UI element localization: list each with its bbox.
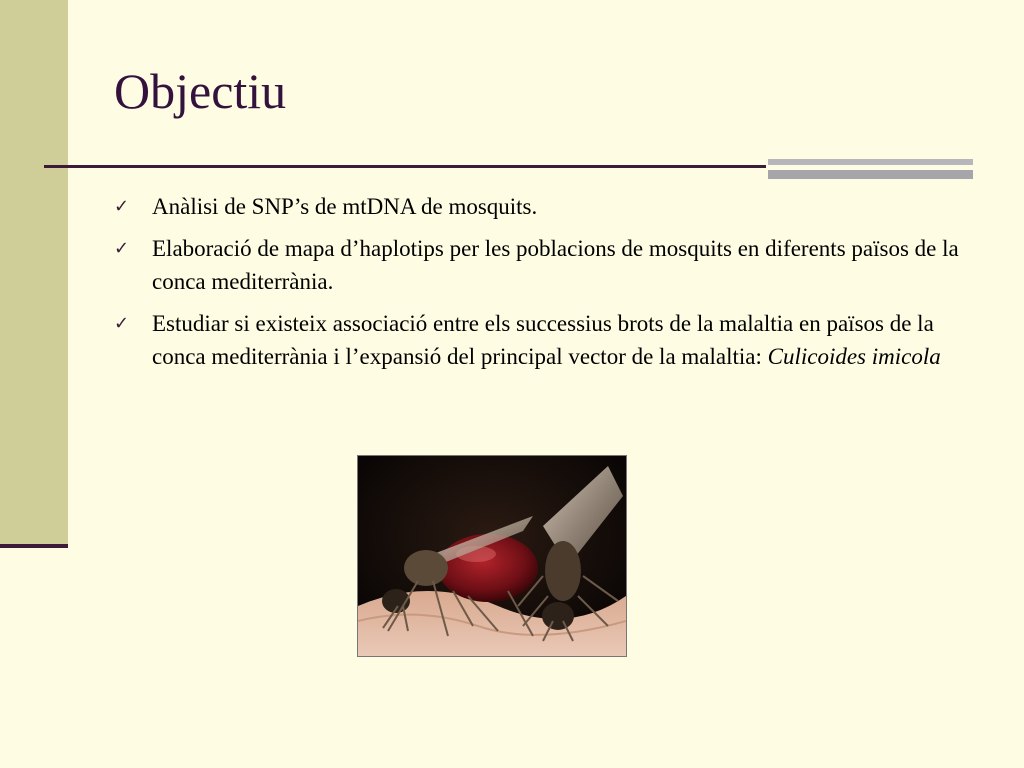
checkmark-icon: ✓: [114, 196, 130, 217]
title-rule-accent-top: [768, 159, 973, 165]
side-band-divider: [0, 544, 68, 548]
side-band: [0, 0, 68, 546]
title-rule: [44, 165, 766, 168]
species-name: Culicoides imicola: [767, 344, 941, 369]
bullet-text: Elaboració de mapa d’haplotips per les poblacions de mosquits en diferents països de la conca mediterrània.: [152, 236, 959, 294]
bullet-text: Estudiar si existeix associació entre els successius brots de la malaltia en països de la conca mediterrània i l’expansió del principal vector de la malaltia:: [152, 311, 934, 369]
bullet-item: [114, 232, 964, 298]
title-rule-accent-bottom: [768, 170, 973, 179]
slide-title: Objectiu: [114, 63, 287, 119]
checkmark-icon: ✓: [114, 238, 130, 259]
bullet-text: Anàlisi de SNP’s de mtDNA de mosquits.: [152, 194, 538, 219]
checkmark-icon: ✓: [114, 313, 130, 334]
mosquito-photo: [357, 455, 627, 657]
bullet-item: [114, 190, 964, 223]
bullet-list: [114, 190, 964, 382]
bullet-item: [114, 307, 964, 373]
